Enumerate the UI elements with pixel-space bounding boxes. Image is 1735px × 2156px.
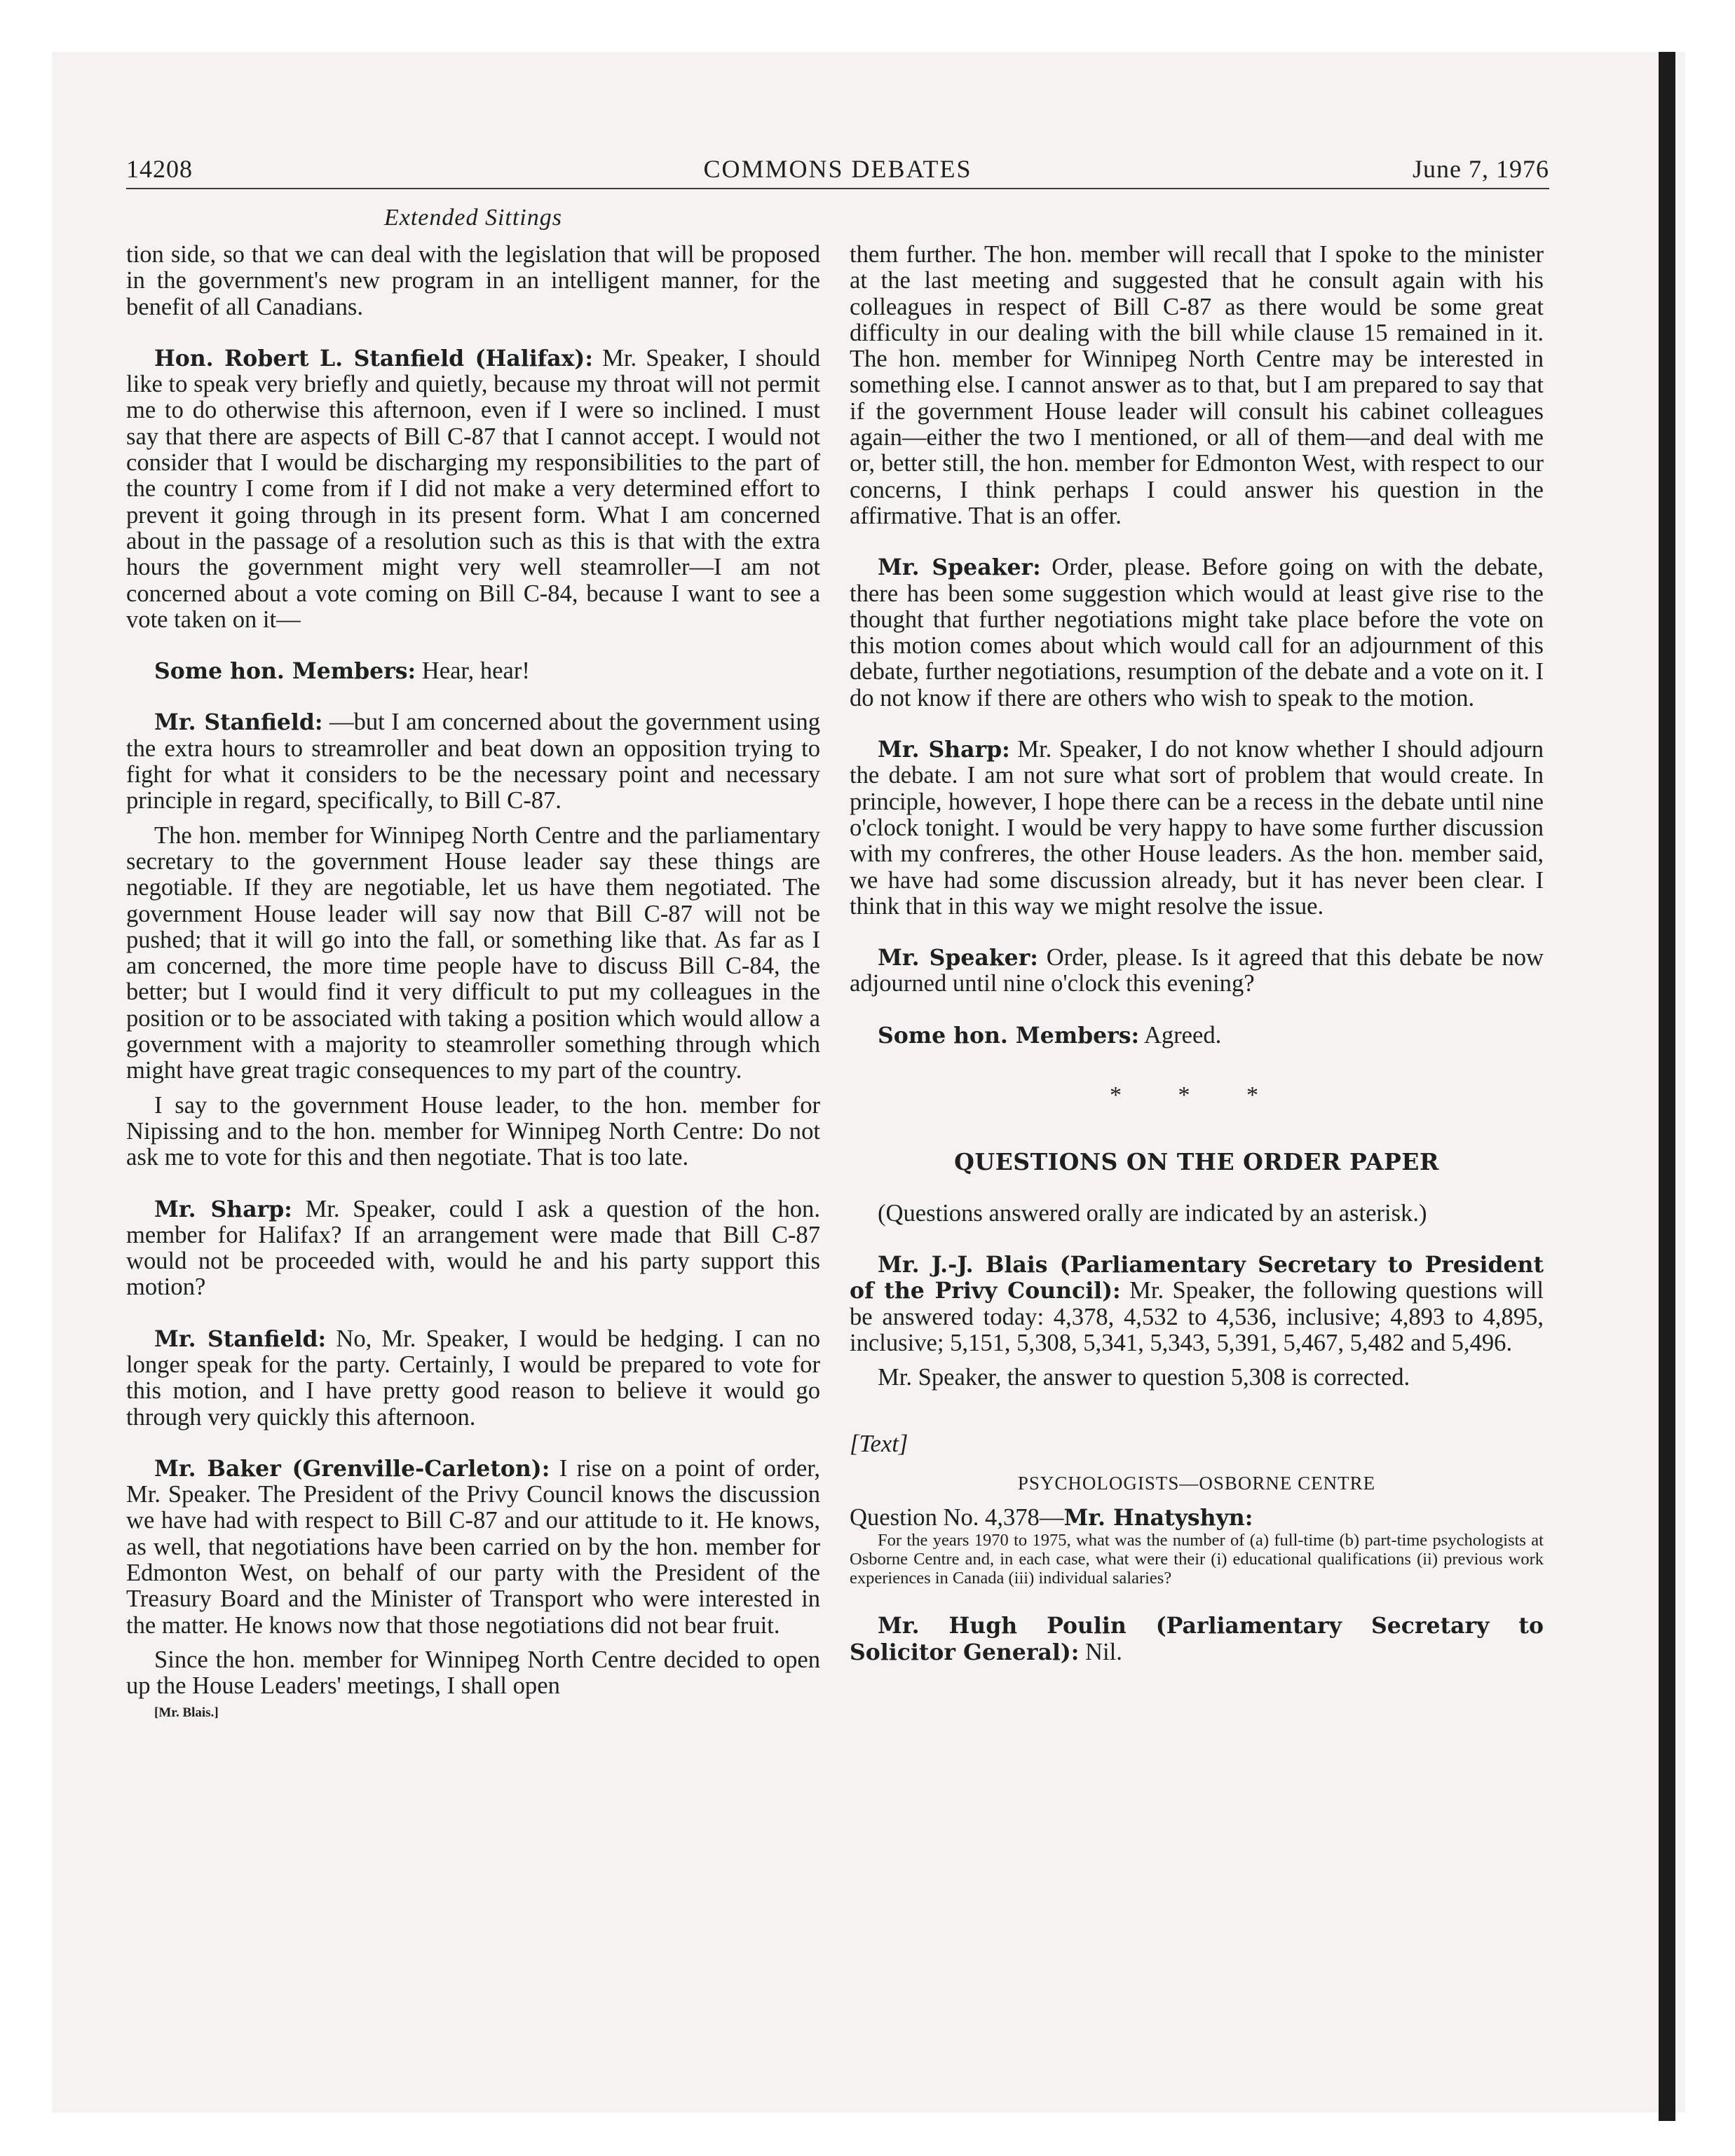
question-label: Question No. 4,378— xyxy=(850,1503,1064,1531)
page-header xyxy=(126,154,1549,189)
speech-paragraph: Mr. Speaker: Order, please. Before going on with the debate, there has been some suggestion which would at least give rise to the thought that further negotiations might take place before the vote on this motion comes about which would call for an adjournment of this debate, further negotiations, resumption of the debate and a vote on it. I do not know if there are others who wish to speak to the motion. xyxy=(850,554,1544,711)
speaker-name: Mr. Speaker: xyxy=(878,554,1041,581)
speaker-footnote: [Mr. Blais.] xyxy=(154,1705,219,1720)
section-heading: QUESTIONS ON THE ORDER PAPER xyxy=(954,1148,1439,1176)
header-rule xyxy=(126,188,1549,189)
left-column xyxy=(126,242,820,1726)
page-date: June 7, 1976 xyxy=(1413,155,1549,183)
paragraph: them further. The hon. member will recall that I spoke to the minister at the last meeting and suggested that he consult again with his colleagues in respect of Bill C-87 as there would be some great difficulty in our dealing with the bill while clause 15 remained in it. The hon. member for Winnipeg North Centre may be interested in something else. I cannot answer as to that, but I am prepared to say that if the government House leader will consult his cabinet colleagues again—either the two I mentioned, or all of them—and deal with me or, better still, the hon. member for Edmonton West, with respect to our concerns, I think perhaps I could answer his question in the affirmative. That is an offer. xyxy=(850,241,1544,529)
question-text: For the years 1970 to 1975, what was the number of (a) full-time (b) part-time psychologists at Osborne Centre and, in each case, what were their (i) educational qualifications (ii) previous work experiences in Canada (iii) individual salaries? xyxy=(850,1531,1544,1588)
speaker-name: Mr. Sharp: xyxy=(154,1196,292,1222)
speaker-name: Mr. Stanfield: xyxy=(154,1325,327,1352)
speaker-name: Mr. J.-J. Blais (Parliamentary Secretary to President of the Privy Council): xyxy=(850,1251,1544,1304)
section-break: * * * xyxy=(1110,1082,1284,1109)
question-line xyxy=(850,1505,1544,1531)
speech-paragraph: Mr. Sharp: Mr. Speaker, could I ask a question of the hon. member for Halifax? If an arrangement were made that Bill C-87 would not be proceeded with, would he and his party support this motion? xyxy=(126,1195,820,1301)
paragraph: tion side, so that we can deal with the legislation that will be proposed in the government's new program in an intelligent manner, for the benefit of all Canadians. xyxy=(126,241,820,320)
speech-paragraph: Hon. Robert L. Stanfield (Halifax): Mr. Speaker, I should like to speak very briefly and quietly, because my throat will not permit me to do otherwise this afternoon, even if I were so inclined. I must say that there are aspects of Bill C-87 that I cannot accept. I would not consider that I would be discharging my responsibilities to the part of the country I come from if I did not make a very determined effort to prevent it going through in its present form. What I am concerned about in the passage of a resolution such as this is that with the extra hours the government might very well steamroller—I am not concerned about a vote coming on Bill C-84, because I want to see a vote taken on it— xyxy=(126,344,820,633)
speaker-name: Mr. Speaker: xyxy=(878,945,1038,971)
paragraph: Mr. Speaker, the answer to question 5,308 is corrected. xyxy=(878,1364,1410,1391)
speaker-name: Some hon. Members: xyxy=(878,1022,1140,1049)
question-heading: PSYCHOLOGISTS—OSBORNE CENTRE xyxy=(1017,1472,1376,1494)
speech-paragraph: Some hon. Members: Hear, hear! xyxy=(154,657,530,685)
paragraph: Since the hon. member for Winnipeg North Centre decided to open up the House Leaders' meetings, I shall open xyxy=(126,1646,820,1700)
question-asker: Mr. Hnatyshyn: xyxy=(1063,1504,1253,1531)
speech-paragraph: Mr. Stanfield: No, Mr. Speaker, I would be hedging. I can no longer speak for the party. Certainly, I would be prepared to vote for this motion, and I have pretty good reason to believe it would go through very quickly this afternoon. xyxy=(126,1325,820,1431)
scan-edge xyxy=(1659,52,1675,2121)
speech-paragraph: Mr. Stanfield: —but I am concerned about the government using the extra hours to streamroller and beat down an opposition trying to fight for what it considers to be the necessary point and necessary principle in regard, specifically, to Bill C-87. xyxy=(126,709,820,814)
speaker-name: Mr. Sharp: xyxy=(878,737,1010,763)
speech-paragraph: Mr. Sharp: Mr. Speaker, I do not know whether I should adjourn the debate. I am not sure what sort of problem that would create. In principle, however, I hope there can be a recess in the debate until nine o'clock tonight. I would be very happy to have some further discussion with my confreres, the other House leaders. As the hon. member said, we have had some discussion already, but it has never been clear. I think that in this way we might resolve the issue. xyxy=(850,736,1544,920)
speaker-name: Mr. Hugh Poulin (Parliamentary Secretary to Solicitor General): xyxy=(850,1613,1544,1665)
running-subheading: Extended Sittings xyxy=(383,205,562,231)
paragraph: I say to the government House leader, to the hon. member for Nipissing and to the hon. member for Winnipeg North Centre: Do not ask me to vote for this and then negotiate. That is too late. xyxy=(126,1091,820,1171)
speech-paragraph: Mr. Baker (Grenville-Carleton): I rise on a point of order, Mr. Speaker. The President of the Privy Council knows the discussion we have had with respect to Bill C-87 and our attitude to it. He knows, as well, that negotiations have been carried on by the hon. member for Edmonton West, on behalf of our party with the President of the Treasury Board and the Minister of Transport who were interested in the matter. He knows now that those negotiations did not bear fruit. xyxy=(126,1454,820,1639)
publication-title: COMMONS DEBATES xyxy=(703,155,972,183)
speech-paragraph: Mr. J.-J. Blais (Parliamentary Secretary to President of the Privy Council): Mr. Speaker, the following questions will be answered today: 4,378, 4,532 to 4,536, inclusive; 4,893 to 4,895, inclusive; 5,151, 5,308, 5,341, 5,343, 5,391, 5,467, 5,482 and 5,496. xyxy=(850,1251,1544,1356)
text-tag: [Text] xyxy=(850,1431,909,1458)
paragraph: The hon. member for Winnipeg North Centre and the parliamentary secretary to the government House leader say these things are negotiable. If they are negotiable, let us have them negotiated. The government House leader will say now that Bill C-87 will not be pushed; that it will go into the fall, or something like that. As far as I am concerned, the more time people have to discuss Bill C-84, the better; but I would find it very difficult to put my colleagues in the position or to be associated with taking a position which would allow a government with a majority to steamroller something through which might have great tragic consequences to my part of the country. xyxy=(126,821,820,1084)
section-note: (Questions answered orally are indicated by an asterisk.) xyxy=(878,1199,1427,1227)
speech-paragraph: Mr. Speaker: Order, please. Is it agreed that this debate be now adjourned until nine o'clock this evening? xyxy=(850,944,1544,997)
page-number: 14208 xyxy=(126,155,193,183)
speech-paragraph: Some hon. Members: Agreed. xyxy=(878,1021,1222,1049)
answer-paragraph: Mr. Hugh Poulin (Parliamentary Secretary to Solicitor General): Nil. xyxy=(850,1613,1544,1665)
right-column xyxy=(850,242,1544,1665)
speaker-name: Mr. Stanfield: xyxy=(154,709,323,736)
speaker-name: Hon. Robert L. Stanfield (Halifax): xyxy=(154,345,593,371)
speaker-name: Mr. Baker (Grenville-Carleton): xyxy=(154,1455,550,1482)
speaker-name: Some hon. Members: xyxy=(154,658,416,685)
